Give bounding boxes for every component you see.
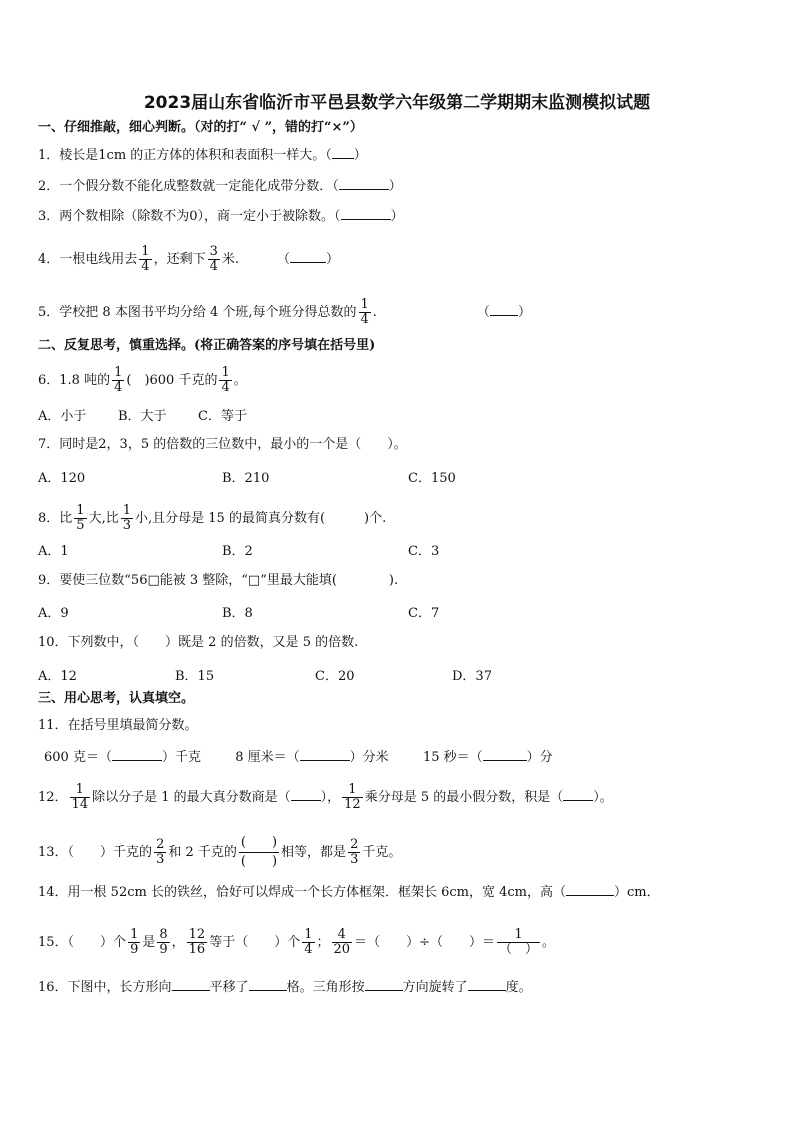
option-b[interactable]: B．8	[222, 606, 253, 621]
question-5: 5．学校把 8 本图书平均分给 4 个班,每个班分得总数的 $\frac{1}{4}$ . （ ）	[38, 297, 531, 327]
answer-blank[interactable]	[341, 207, 391, 220]
option-b[interactable]: B．15	[175, 669, 215, 684]
fraction: $\frac{12}{16}$	[188, 927, 206, 957]
fraction: $\frac{1}{4}$	[304, 927, 313, 957]
fraction: $\frac{1}{4}$	[141, 244, 150, 274]
option-b[interactable]: B．大于	[118, 409, 167, 424]
question-3: 3．两个数相除（除数不为0），商一定小于被除数。（ ）	[38, 209, 404, 224]
answer-blank[interactable]	[365, 978, 403, 991]
fraction-blank[interactable]: $\frac{( )}{( )}$	[240, 835, 278, 869]
question-13: 13．（ ）千克的 $\frac{2}{3}$ 和 2 千克的 $\frac{( )}{( )}$ 相等，都是 $\frac{2}{3}$ 千克。	[38, 835, 402, 869]
fraction: $\frac{1}{9}$	[130, 927, 139, 957]
question-15: 15．（ ）个 $\frac{1}{9}$ 是 $\frac{8}{9}$ ， $\frac{12}{16}$ 等于（ ）个 $\frac{1}{4}$ ； $\frac{4}{20}$ ＝（ ）÷（ ）＝ $\frac{1}{( )}$ 。	[38, 927, 555, 957]
fraction: $\frac{1}{5}$	[76, 503, 85, 533]
option-c[interactable]: C．等于	[198, 409, 247, 424]
answer-blank[interactable]	[291, 788, 321, 801]
option-c[interactable]: C．20	[315, 669, 355, 684]
section-2-heading: 二、反复思考，慎重选择。(将正确答案的序号填在括号里)	[38, 338, 376, 353]
fraction: $\frac{2}{3}$	[156, 837, 165, 867]
option-c[interactable]: C．7	[408, 606, 440, 621]
fraction: $\frac{1}{12}$	[344, 782, 361, 812]
fraction: $\frac{3}{4}$	[209, 244, 218, 274]
question-7: 7．同时是2，3，5 的倍数的三位数中，最小的一个是（ ）。	[38, 437, 407, 452]
fraction: $\frac{8}{9}$	[159, 927, 168, 957]
section-1-heading: 一、仔细推敲，细心判断。（对的打“ √ ”，错的打“×”）	[38, 120, 363, 135]
option-c[interactable]: C．150	[408, 471, 456, 486]
answer-blank[interactable]	[483, 748, 527, 761]
question-12: 12． $\frac{1}{14}$ 除以分子是 1 的最大真分数商是（ ）， $\frac{1}{12}$ 乘分母是 5 的最小假分数，积是（ ）。	[38, 782, 613, 812]
answer-blank[interactable]	[468, 978, 506, 991]
fraction: $\frac{1}{4}$	[114, 365, 123, 395]
question-2: 2．一个假分数不能化成整数就一定能化成带分数．（ ）	[38, 179, 402, 194]
question-6: 6．1.8 吨的 $\frac{1}{4}$ ( )600 千克的 $\frac{1}{4}$ 。	[38, 365, 247, 395]
fraction: $\frac{1}{14}$	[71, 782, 89, 812]
option-d[interactable]: D．37	[452, 669, 492, 684]
answer-blank[interactable]	[112, 748, 162, 761]
fraction-blank[interactable]: $\frac{1}{( )}$	[498, 927, 538, 957]
option-a[interactable]: A．12	[38, 669, 77, 684]
answer-blank[interactable]	[566, 883, 614, 896]
question-10: 10．下列数中，（ ）既是 2 的倍数，又是 5 的倍数.	[38, 635, 359, 650]
question-11: 11．在括号里填最简分数。	[38, 718, 198, 733]
fraction: $\frac{1}{4}$	[360, 297, 369, 327]
fraction: $\frac{2}{3}$	[350, 837, 359, 867]
answer-blank[interactable]	[563, 788, 593, 801]
question-9: 9．要使三位数“56□能被 3 整除，“□”里最大能填( ).	[38, 573, 399, 588]
option-a[interactable]: A．小于	[38, 409, 87, 424]
option-a[interactable]: A．9	[38, 606, 69, 621]
question-1: 1．棱长是1cm 的正方体的体积和表面积一样大。（ ）	[38, 148, 367, 163]
answer-blank[interactable]	[339, 177, 389, 190]
question-11-items: 600 克＝（ ）千克 8 厘米＝（ ）分米 15 秒＝（ ）分	[44, 750, 553, 765]
option-b[interactable]: B．210	[222, 471, 270, 486]
answer-blank[interactable]	[249, 978, 287, 991]
option-b[interactable]: B．2	[222, 544, 253, 559]
answer-blank[interactable]	[172, 978, 210, 991]
question-14: 14．用一根 52cm 长的铁丝，恰好可以焊成一个长方体框架．框架长 6cm，宽 4cm，高（ ）cm．	[38, 885, 660, 900]
question-4: 4．一根电线用去 $\frac{1}{4}$ ，还剩下 $\frac{3}{4}$ 米. （ ）	[38, 244, 340, 274]
question-16: 16．下图中，长方形向 平移了 格。三角形按 方向旋转了 度。	[38, 980, 532, 995]
option-a[interactable]: A．120	[38, 471, 86, 486]
section-3-heading: 三、用心思考，认真填空。	[38, 691, 195, 706]
page-title: 2023届山东省临沂市平邑县数学六年级第二学期期末监测模拟试题	[143, 93, 651, 113]
answer-blank[interactable]	[300, 748, 350, 761]
fraction: $\frac{1}{4}$	[221, 365, 230, 395]
answer-blank[interactable]	[290, 250, 326, 263]
answer-blank[interactable]	[490, 303, 518, 316]
option-c[interactable]: C．3	[408, 544, 440, 559]
question-8: 8．比 $\frac{1}{5}$ 大,比 $\frac{1}{3}$ 小,且分母是 15 的最简真分数有( )个.	[38, 503, 387, 533]
answer-blank[interactable]	[332, 146, 354, 159]
option-a[interactable]: A．1	[38, 544, 69, 559]
fraction: $\frac{1}{3}$	[122, 503, 131, 533]
fraction: $\frac{4}{20}$	[333, 927, 351, 957]
